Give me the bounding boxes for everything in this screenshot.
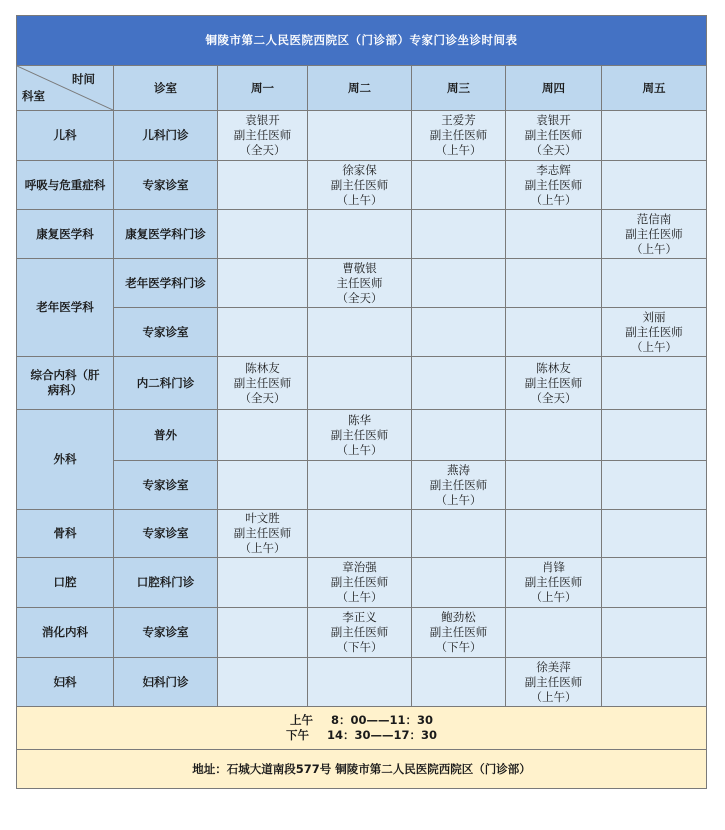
schedule-cell bbox=[602, 259, 707, 308]
room-cell: 康复医学科门诊 bbox=[114, 210, 218, 259]
schedule-cell bbox=[308, 161, 412, 210]
doctor-title: 副主任医师 bbox=[625, 226, 683, 241]
table-row bbox=[17, 210, 707, 259]
dept-cell: 综合内科（肝病科） bbox=[17, 357, 114, 410]
schedule-cell bbox=[308, 658, 412, 707]
schedule-cell bbox=[602, 308, 707, 357]
room-cell: 普外 bbox=[114, 410, 218, 461]
am-time: 8：00——11：30 bbox=[331, 713, 434, 727]
dept-cell: 康复医学科 bbox=[17, 210, 114, 259]
schedule-cell bbox=[506, 259, 602, 308]
table-row bbox=[17, 259, 707, 308]
schedule-cell bbox=[218, 510, 308, 558]
doctor-name: 陈林友 bbox=[245, 360, 280, 375]
schedule-cell bbox=[308, 558, 412, 608]
schedule-cell bbox=[218, 658, 308, 707]
schedule-cell bbox=[602, 658, 707, 707]
schedule-cell bbox=[218, 461, 308, 510]
session-time: （上午） bbox=[631, 241, 678, 256]
schedule-cell bbox=[506, 510, 602, 558]
doctor-title: 副主任医师 bbox=[233, 375, 292, 390]
room-cell: 内二科门诊 bbox=[114, 357, 218, 410]
schedule-cell bbox=[506, 608, 602, 658]
day-header-wed: 周三 bbox=[412, 66, 506, 111]
schedule-cell bbox=[506, 161, 602, 210]
schedule-cell bbox=[602, 461, 707, 510]
doctor-title: 副主任医师 bbox=[524, 177, 583, 192]
corner-time-label: 时间 bbox=[72, 72, 95, 86]
doctor-title: 副主任医师 bbox=[233, 526, 292, 540]
doctor-name: 曹敬银 bbox=[342, 260, 377, 275]
clinic-hours bbox=[17, 707, 707, 750]
doctor-title: 副主任医师 bbox=[429, 128, 488, 142]
session-time: （上午） bbox=[530, 590, 577, 604]
schedule-cell bbox=[412, 461, 506, 510]
schedule-cell bbox=[308, 259, 412, 308]
session-time: （全天） bbox=[239, 390, 286, 405]
schedule-cell bbox=[602, 357, 707, 410]
doctor-name: 王爱芳 bbox=[441, 113, 476, 127]
schedule-cell bbox=[218, 308, 308, 357]
dept-cell: 儿科 bbox=[17, 111, 114, 161]
doctor-title: 副主任医师 bbox=[524, 375, 583, 390]
session-time: （全天） bbox=[336, 290, 383, 305]
schedule-cell bbox=[218, 558, 308, 608]
session-time: （全天） bbox=[530, 143, 577, 157]
schedule-cell bbox=[412, 357, 506, 410]
doctor-title: 副主任医师 bbox=[524, 575, 583, 589]
doctor-name: 叶文胜 bbox=[245, 511, 280, 525]
corner-dept-label: 科室 bbox=[22, 89, 45, 103]
session-time: （下午） bbox=[435, 640, 482, 654]
dept-cell: 老年医学科 bbox=[17, 259, 114, 357]
table-row bbox=[17, 658, 707, 707]
doctor-name: 章治强 bbox=[342, 560, 377, 574]
doctor-name: 刘丽 bbox=[642, 309, 666, 324]
schedule-cell bbox=[412, 608, 506, 658]
schedule-cell bbox=[412, 658, 506, 707]
session-time: （全天） bbox=[530, 390, 577, 405]
schedule-cell bbox=[218, 357, 308, 410]
table-row bbox=[17, 510, 707, 558]
schedule-cell bbox=[412, 558, 506, 608]
doctor-title: 副主任医师 bbox=[524, 674, 583, 689]
doctor-name: 陈华 bbox=[348, 412, 371, 427]
schedule-cell bbox=[506, 308, 602, 357]
doctor-name: 鲍劲松 bbox=[441, 610, 476, 624]
schedule-cell bbox=[218, 410, 308, 461]
doctor-title: 副主任医师 bbox=[524, 128, 583, 142]
schedule-cell bbox=[602, 210, 707, 259]
table-row bbox=[17, 161, 707, 210]
corner-header bbox=[17, 66, 114, 111]
schedule-cell bbox=[506, 410, 602, 461]
dept-cell: 骨科 bbox=[17, 510, 114, 558]
session-time: （下午） bbox=[336, 640, 383, 654]
doctor-title: 副主任医师 bbox=[330, 575, 389, 589]
room-cell: 专家诊室 bbox=[114, 461, 218, 510]
schedule-cell bbox=[218, 210, 308, 259]
table-row bbox=[17, 461, 707, 510]
room-cell: 老年医学科门诊 bbox=[114, 259, 218, 308]
table-row bbox=[17, 410, 707, 461]
schedule-cell bbox=[506, 357, 602, 410]
table-row bbox=[17, 111, 707, 161]
pm-time: 14：30——17：30 bbox=[327, 728, 438, 742]
session-time: （上午） bbox=[336, 442, 383, 457]
schedule-cell bbox=[602, 510, 707, 558]
table-row bbox=[17, 608, 707, 658]
doctor-name: 袁银开 bbox=[536, 113, 571, 127]
doctor-name: 李志辉 bbox=[536, 162, 571, 177]
session-time: （上午） bbox=[239, 541, 286, 555]
schedule-cell bbox=[308, 461, 412, 510]
schedule-cell bbox=[602, 410, 707, 461]
doctor-name: 李正义 bbox=[342, 610, 377, 624]
doctor-name: 陈林友 bbox=[536, 360, 571, 375]
doctor-title: 副主任医师 bbox=[625, 324, 683, 339]
doctor-name: 徐家保 bbox=[342, 162, 377, 177]
schedule-cell bbox=[412, 259, 506, 308]
schedule-cell bbox=[602, 558, 707, 608]
session-time: （上午） bbox=[631, 339, 678, 354]
doctor-name: 肖锋 bbox=[542, 560, 565, 574]
room-cell: 儿科门诊 bbox=[114, 111, 218, 161]
schedule-cell bbox=[308, 608, 412, 658]
schedule-cell bbox=[308, 510, 412, 558]
dept-cell: 口腔 bbox=[17, 558, 114, 608]
room-cell: 口腔科门诊 bbox=[114, 558, 218, 608]
schedule-cell bbox=[308, 210, 412, 259]
schedule-cell bbox=[602, 161, 707, 210]
doctor-title: 副主任医师 bbox=[429, 625, 488, 639]
schedule-cell bbox=[412, 210, 506, 259]
pm-label: 下午 bbox=[286, 728, 310, 742]
schedule-cell bbox=[602, 608, 707, 658]
schedule-cell bbox=[412, 510, 506, 558]
doctor-name: 燕涛 bbox=[447, 462, 470, 477]
doctor-name: 范信南 bbox=[636, 211, 672, 226]
schedule-cell bbox=[218, 111, 308, 161]
session-time: （全天） bbox=[239, 143, 286, 157]
schedule-cell bbox=[308, 357, 412, 410]
schedule-cell bbox=[308, 308, 412, 357]
session-time: （上午） bbox=[336, 192, 383, 207]
room-cell: 专家诊室 bbox=[114, 608, 218, 658]
day-header-thu: 周四 bbox=[506, 66, 602, 111]
doctor-title: 副主任医师 bbox=[330, 177, 389, 192]
day-header-fri: 周五 bbox=[602, 66, 707, 111]
table-row bbox=[17, 308, 707, 357]
dept-cell: 消化内科 bbox=[17, 608, 114, 658]
schedule-cell bbox=[506, 461, 602, 510]
doctor-name: 袁银开 bbox=[245, 113, 280, 127]
schedule-cell bbox=[506, 210, 602, 259]
schedule-cell bbox=[218, 161, 308, 210]
am-label: 上午 bbox=[290, 713, 314, 727]
schedule-cell bbox=[412, 111, 506, 161]
session-time: （上午） bbox=[530, 192, 577, 207]
session-time: （上午） bbox=[336, 590, 383, 604]
schedule-cell bbox=[602, 111, 707, 161]
day-header-mon: 周一 bbox=[218, 66, 308, 111]
session-time: （上午） bbox=[435, 492, 482, 507]
day-header-tue: 周二 bbox=[308, 66, 412, 111]
address: 地址：石城大道南段577号 铜陵市第二人民医院西院区（门诊部） bbox=[17, 750, 707, 789]
schedule-table bbox=[16, 15, 707, 789]
schedule-body bbox=[17, 111, 707, 707]
schedule-cell bbox=[218, 259, 308, 308]
doctor-title: 副主任医师 bbox=[330, 427, 389, 442]
room-header: 诊室 bbox=[114, 66, 218, 111]
doctor-title: 副主任医师 bbox=[330, 625, 389, 639]
schedule-cell bbox=[412, 410, 506, 461]
session-time: （上午） bbox=[530, 689, 577, 704]
schedule-cell bbox=[412, 161, 506, 210]
session-time: （上午） bbox=[435, 143, 482, 157]
schedule-cell bbox=[506, 658, 602, 707]
table-row bbox=[17, 558, 707, 608]
dept-cell: 妇科 bbox=[17, 658, 114, 707]
schedule-cell bbox=[308, 410, 412, 461]
doctor-title: 副主任医师 bbox=[429, 477, 488, 492]
page-title: 铜陵市第二人民医院西院区（门诊部）专家门诊坐诊时间表 bbox=[17, 16, 707, 66]
schedule-cell bbox=[506, 558, 602, 608]
dept-cell: 外科 bbox=[17, 410, 114, 510]
room-cell: 专家诊室 bbox=[114, 161, 218, 210]
doctor-title: 副主任医师 bbox=[233, 128, 292, 142]
schedule-cell bbox=[218, 608, 308, 658]
schedule-cell bbox=[506, 111, 602, 161]
table-row bbox=[17, 357, 707, 410]
doctor-name: 徐美萍 bbox=[536, 659, 571, 674]
schedule-cell bbox=[308, 111, 412, 161]
dept-cell: 呼吸与危重症科 bbox=[17, 161, 114, 210]
doctor-title: 主任医师 bbox=[336, 275, 383, 290]
room-cell: 妇科门诊 bbox=[114, 658, 218, 707]
room-cell: 专家诊室 bbox=[114, 308, 218, 357]
schedule-cell bbox=[412, 308, 506, 357]
room-cell: 专家诊室 bbox=[114, 510, 218, 558]
